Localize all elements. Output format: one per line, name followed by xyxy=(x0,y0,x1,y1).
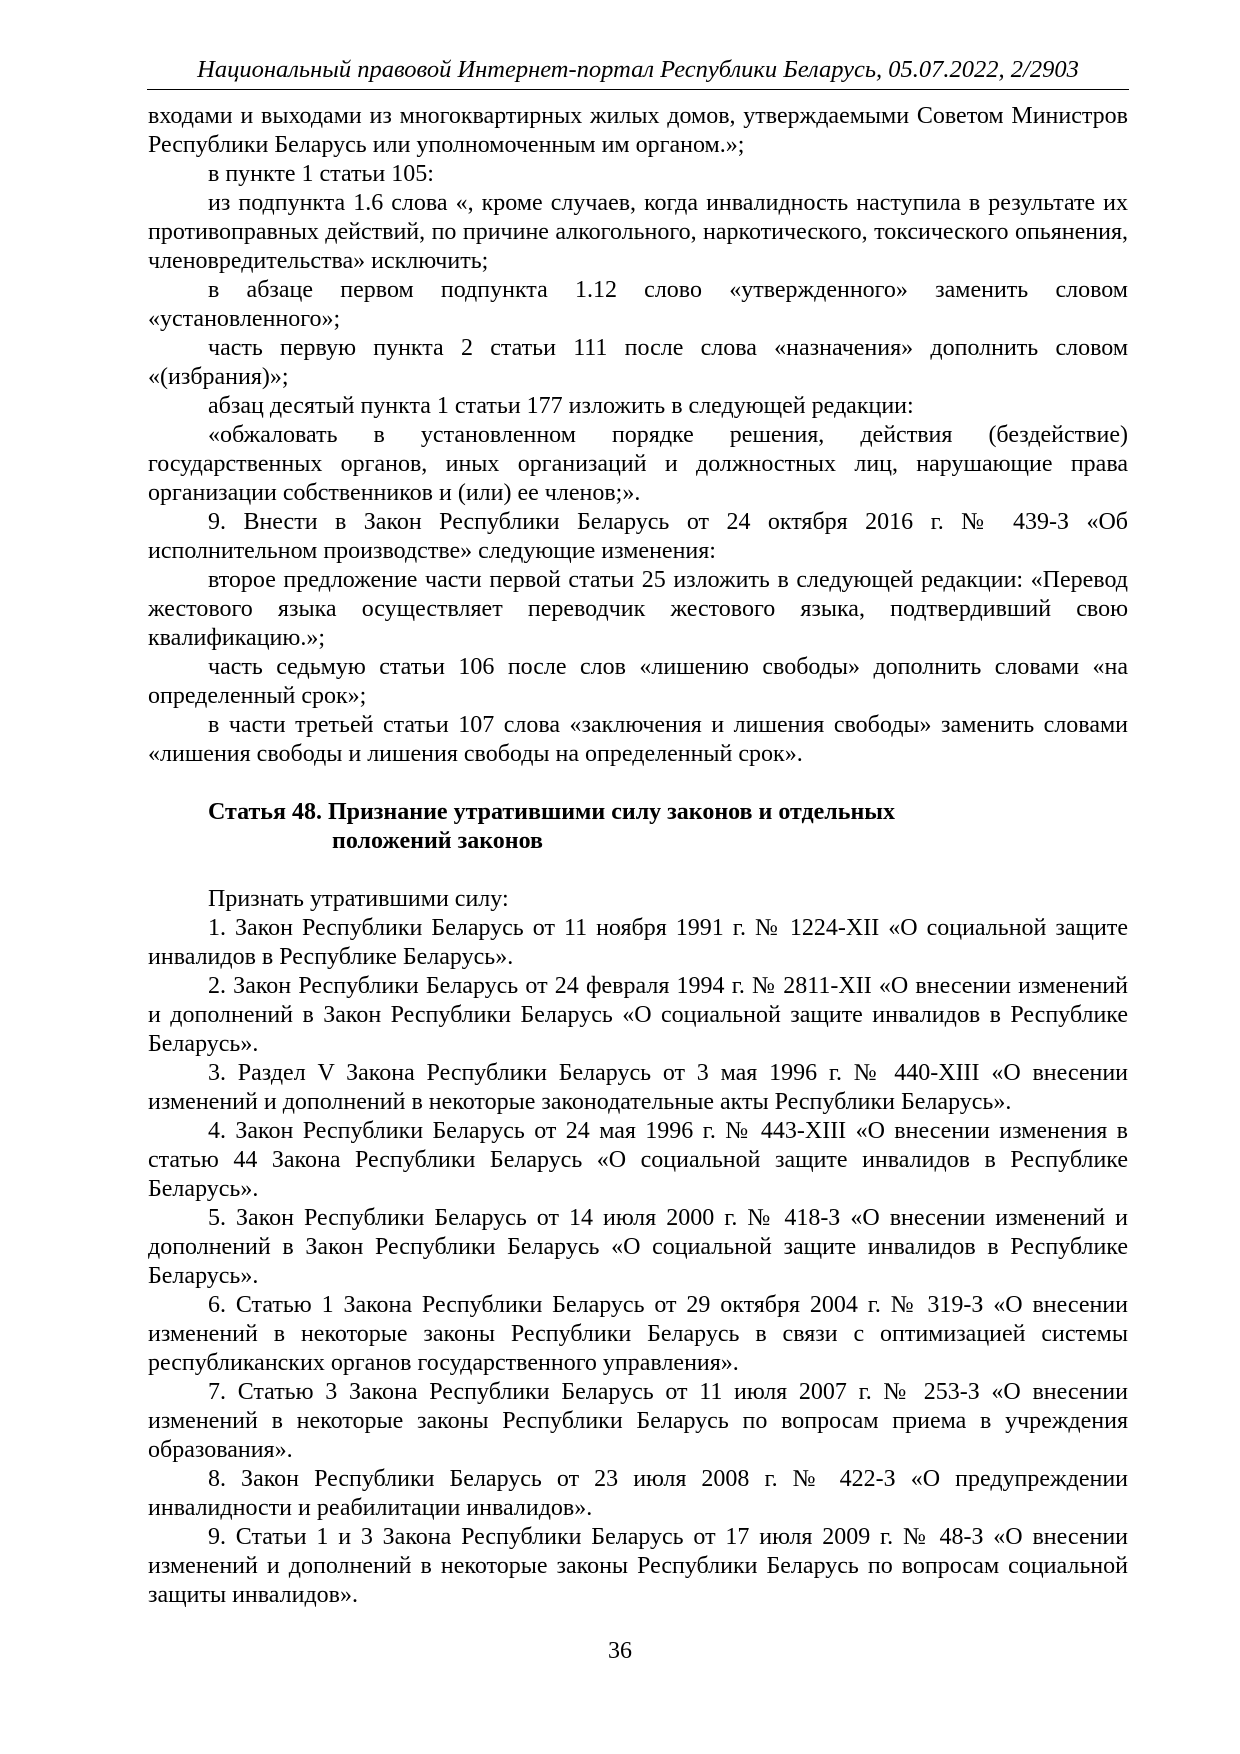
article-title-line-2: положений законов xyxy=(332,828,543,854)
paragraph: второе предложение части первой статьи 25 изложить в следующей редакции: «Перевод жестового языка осуществляет переводчик жестового языка, подтвердивший свою квалификацию.»; xyxy=(148,567,1128,651)
spacer xyxy=(148,856,1128,885)
paragraph: из подпункта 1.6 слова «, кроме случаев, когда инвалидность наступила в результате их противоправных действий, по причине алкогольного, наркотического, токсического опьянения, членовредительства» исключить; xyxy=(148,190,1128,274)
paragraph: в части третьей статьи 107 слова «заключения и лишения свободы» заменить словами «лишения свободы и лишения свободы на определенный срок». xyxy=(148,712,1128,767)
paragraph: «обжаловать в установленном порядке решения, действия (бездействие) государственных органов, иных организаций и должностных лиц, нарушающие права организации собственников и (или) ее членов;». xyxy=(148,422,1128,506)
paragraph: часть первую пункта 2 статьи 111 после слова «назначения» дополнить словом «(избрания)»; xyxy=(148,335,1128,390)
article-intro: Признать утратившими силу: xyxy=(208,886,509,912)
list-item: 3. Раздел V Закона Республики Беларусь от 3 мая 1996 г. № 440-XIII «О внесении изменений и дополнений в некоторые законодательные акты Республики Беларусь». xyxy=(148,1060,1128,1115)
paragraph: абзац десятый пункта 1 статьи 177 изложить в следующей редакции: xyxy=(208,393,914,419)
list-item: 9. Статьи 1 и 3 Закона Республики Беларусь от 17 июля 2009 г. № 48-З «О внесении изменений и дополнений в некоторые законы Республики Беларусь по вопросам социальной защиты инвалидов». xyxy=(148,1524,1128,1608)
list-item: 2. Закон Республики Беларусь от 24 февраля 1994 г. № 2811-XII «О внесении изменений и дополнений в Закон Республики Беларусь «О социальной защите инвалидов в Республике Беларусь». xyxy=(148,973,1128,1057)
paragraph: часть седьмую статьи 106 после слов «лишению свободы» дополнить словами «на определенный срок»; xyxy=(148,654,1128,709)
list-item: 7. Статью 3 Закона Республики Беларусь от 11 июля 2007 г. № 253-З «О внесении изменений в некоторые законы Республики Беларусь по вопросам приема в учреждения образования». xyxy=(148,1379,1128,1463)
page-header: Национальный правовой Интернет-портал Республики Беларусь, 05.07.2022, 2/2903 xyxy=(197,56,1079,83)
paragraph: входами и выходами из многоквартирных жилых домов, утверждаемыми Советом Министров Республики Беларусь или уполномоченным им органом.»; xyxy=(148,103,1128,158)
list-item: 4. Закон Республики Беларусь от 24 мая 1996 г. № 443-XIII «О внесении изменения в статью 44 Закона Республики Беларусь «О социальной защите инвалидов в Республике Беларусь». xyxy=(148,1118,1128,1202)
document-body xyxy=(148,102,1128,1610)
spacer xyxy=(148,769,1128,798)
list-item: 8. Закон Республики Беларусь от 23 июля 2008 г. № 422-З «О предупреждении инвалидности и реабилитации инвалидов». xyxy=(148,1466,1128,1521)
article-title-line-1: Статья 48. Признание утратившими силу законов и отдельных xyxy=(208,799,896,825)
page-number: 36 xyxy=(608,1638,632,1664)
paragraph: в абзаце первом подпункта 1.12 слово «утвержденного» заменить словом «установленного»; xyxy=(148,277,1128,332)
paragraph: в пункте 1 статьи 105: xyxy=(208,161,434,187)
list-item: 6. Статью 1 Закона Республики Беларусь от 29 октября 2004 г. № 319-З «О внесении изменений в некоторые законы Республики Беларусь в связи с оптимизацией системы республиканских органов государственного управления». xyxy=(148,1292,1128,1376)
article-title xyxy=(148,798,1128,856)
paragraph: 9. Внести в Закон Республики Беларусь от 24 октября 2016 г. № 439-З «Об исполнительном производстве» следующие изменения: xyxy=(148,509,1128,564)
header-divider xyxy=(147,89,1129,90)
list-item: 1. Закон Республики Беларусь от 11 ноября 1991 г. № 1224-XII «О социальной защите инвалидов в Республике Беларусь». xyxy=(148,915,1128,970)
list-item: 5. Закон Республики Беларусь от 14 июля 2000 г. № 418-З «О внесении изменений и дополнений в Закон Республики Беларусь «О социальной защите инвалидов в Республике Беларусь». xyxy=(148,1205,1128,1289)
